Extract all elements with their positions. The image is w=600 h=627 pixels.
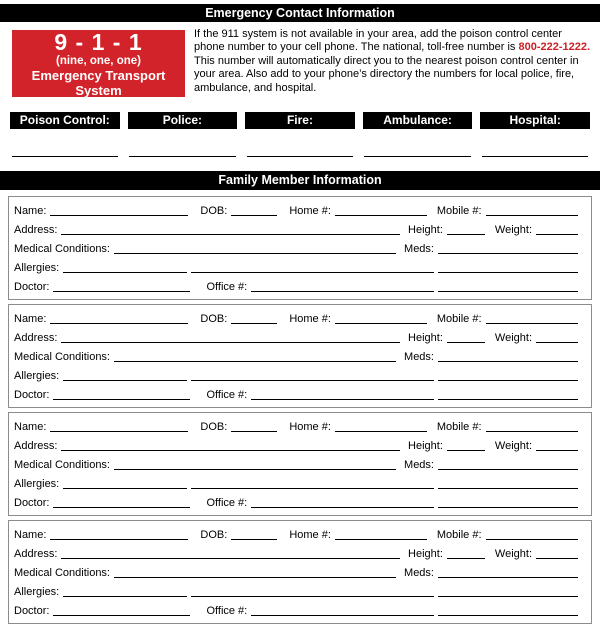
home-phone-blank-line (335, 431, 427, 432)
name-label: Name: (14, 421, 47, 433)
height-label: Height: (408, 548, 443, 560)
home-phone-label: Home #: (289, 205, 331, 217)
member-row-medical (14, 454, 578, 473)
paragraph-text-before: If the 911 system is not available in your area, add the poison control center phone number to your cell phone. The national, toll-free number is (194, 28, 562, 54)
member-row-medical (14, 346, 578, 365)
doctor-label: Doctor: (14, 281, 50, 293)
home-phone-blank-line (335, 539, 427, 540)
office-phone-blank-line (251, 399, 434, 400)
height-label: Height: (408, 332, 443, 344)
allergies-extra-blank-line (191, 380, 434, 381)
address-label: Address: (14, 548, 58, 560)
allergies-label: Allergies: (14, 478, 60, 490)
911-transport-label: Emergency Transport System (31, 67, 166, 98)
office-phone-label: Office #: (206, 281, 248, 293)
blank-line (247, 156, 353, 157)
home-phone-label: Home #: (289, 421, 331, 433)
height-blank-line (447, 558, 485, 559)
name-label: Name: (14, 205, 47, 217)
member-row-name (14, 416, 578, 435)
mobile-phone-blank-line (486, 323, 578, 324)
address-label: Address: (14, 440, 58, 452)
name-label: Name: (14, 529, 47, 541)
mobile-phone-label: Mobile #: (436, 313, 482, 325)
mobile-phone-blank-line (486, 431, 578, 432)
medical-conditions-blank-line (114, 253, 396, 254)
meds-label: Meds: (404, 567, 434, 579)
weight-blank-line (536, 558, 578, 559)
meds-extra-blank-line-1 (438, 272, 578, 273)
meds-blank-line (438, 361, 578, 362)
family-member-box (8, 196, 592, 300)
address-label: Address: (14, 332, 58, 344)
allergies-blank-line (63, 488, 187, 489)
member-row-name (14, 308, 578, 327)
office-phone-label: Office #: (206, 389, 248, 401)
member-row-medical (14, 562, 578, 581)
meds-blank-line (438, 577, 578, 578)
member-row-address (14, 219, 578, 238)
height-label: Height: (408, 440, 443, 452)
dob-label: DOB: (200, 205, 228, 217)
name-blank-line (50, 215, 188, 216)
meds-extra-blank-line-1 (438, 596, 578, 597)
blank-line (482, 156, 588, 157)
meds-extra-blank-line-2 (438, 507, 578, 508)
allergies-label: Allergies: (14, 370, 60, 382)
meds-extra-blank-line-2 (438, 615, 578, 616)
home-phone-blank-line (335, 215, 427, 216)
allergies-blank-line (63, 272, 187, 273)
medical-conditions-label: Medical Conditions: (14, 351, 110, 363)
label-poison-control: Poison Control: (10, 112, 120, 129)
allergies-blank-line (63, 596, 187, 597)
allergies-label: Allergies: (14, 586, 60, 598)
mobile-phone-blank-line (486, 215, 578, 216)
meds-label: Meds: (404, 351, 434, 363)
doctor-blank-line (53, 399, 190, 400)
mobile-phone-label: Mobile #: (436, 421, 482, 433)
allergies-extra-blank-line (191, 596, 434, 597)
label-police: Police: (128, 112, 238, 129)
member-row-allergies (14, 473, 578, 492)
label-fire: Fire: (245, 112, 355, 129)
paragraph-text-after: This number will automatically direct you to the nearest poison control center in your area. Also add to your phone’s directory the numbers for local police, fire, ambulance, and hospital. (194, 54, 579, 94)
allergies-extra-blank-line (191, 272, 434, 273)
weight-label: Weight: (494, 224, 532, 236)
height-blank-line (447, 234, 485, 235)
dob-blank-line (231, 323, 277, 324)
name-label: Name: (14, 313, 47, 325)
member-row-doctor (14, 600, 578, 619)
medical-conditions-blank-line (114, 469, 396, 470)
address-blank-line (61, 558, 400, 559)
member-row-address (14, 543, 578, 562)
emergency-numbers-label-row (0, 112, 600, 129)
height-blank-line (447, 342, 485, 343)
meds-extra-blank-line-2 (438, 291, 578, 292)
member-row-allergies (14, 581, 578, 600)
member-row-doctor (14, 492, 578, 511)
blank-line (129, 156, 235, 157)
office-phone-label: Office #: (206, 497, 248, 509)
member-row-doctor (14, 384, 578, 403)
dob-label: DOB: (200, 313, 228, 325)
intro-section (0, 30, 600, 97)
911-number: 9 - 1 - 1 (54, 28, 143, 55)
mobile-phone-label: Mobile #: (436, 529, 482, 541)
doctor-blank-line (53, 615, 190, 616)
mobile-phone-blank-line (486, 539, 578, 540)
blank-fire (245, 156, 355, 157)
doctor-label: Doctor: (14, 605, 50, 617)
member-row-address (14, 435, 578, 454)
member-row-name (14, 524, 578, 543)
home-phone-label: Home #: (289, 313, 331, 325)
name-blank-line (50, 323, 188, 324)
allergies-extra-blank-line (191, 488, 434, 489)
height-blank-line (447, 450, 485, 451)
blank-line (364, 156, 470, 157)
name-blank-line (50, 431, 188, 432)
meds-extra-blank-line-2 (438, 399, 578, 400)
blank-hospital (480, 156, 590, 157)
blank-poison-control (10, 156, 120, 157)
mobile-phone-label: Mobile #: (436, 205, 482, 217)
address-blank-line (61, 342, 400, 343)
medical-conditions-blank-line (114, 577, 396, 578)
member-row-medical (14, 238, 578, 257)
home-phone-blank-line (335, 323, 427, 324)
weight-label: Weight: (494, 440, 532, 452)
member-row-allergies (14, 365, 578, 384)
dob-label: DOB: (200, 529, 228, 541)
medical-conditions-label: Medical Conditions: (14, 243, 110, 255)
family-member-box (8, 412, 592, 516)
address-blank-line (61, 234, 400, 235)
family-member-box (8, 304, 592, 408)
office-phone-label: Office #: (206, 605, 248, 617)
dob-blank-line (231, 431, 277, 432)
meds-label: Meds: (404, 243, 434, 255)
family-member-boxes (0, 196, 600, 624)
poison-control-paragraph (185, 28, 593, 97)
911-red-box (12, 30, 185, 97)
office-phone-blank-line (251, 291, 434, 292)
meds-label: Meds: (404, 459, 434, 471)
dob-blank-line (231, 539, 277, 540)
office-phone-blank-line (251, 615, 434, 616)
weight-label: Weight: (494, 548, 532, 560)
member-row-name (14, 200, 578, 219)
label-ambulance: Ambulance: (363, 112, 473, 129)
dob-blank-line (231, 215, 277, 216)
doctor-label: Doctor: (14, 389, 50, 401)
family-member-box (8, 520, 592, 624)
home-phone-label: Home #: (289, 529, 331, 541)
blank-ambulance (363, 156, 473, 157)
weight-blank-line (536, 342, 578, 343)
poison-control-phone-number: 800-222-1222. (518, 41, 591, 54)
allergies-label: Allergies: (14, 262, 60, 274)
name-blank-line (50, 539, 188, 540)
emergency-numbers-blank-row (0, 156, 600, 157)
meds-blank-line (438, 253, 578, 254)
blank-police (128, 156, 238, 157)
dob-label: DOB: (200, 421, 228, 433)
address-blank-line (61, 450, 400, 451)
office-phone-blank-line (251, 507, 434, 508)
blank-line (12, 156, 118, 157)
label-hospital: Hospital: (480, 112, 590, 129)
meds-blank-line (438, 469, 578, 470)
weight-blank-line (536, 450, 578, 451)
meds-extra-blank-line-1 (438, 488, 578, 489)
meds-extra-blank-line-1 (438, 380, 578, 381)
emergency-contact-header: Emergency Contact Information (0, 4, 600, 22)
member-row-allergies (14, 257, 578, 276)
medical-conditions-blank-line (114, 361, 396, 362)
weight-blank-line (536, 234, 578, 235)
911-spelled-out: (nine, one, one) (56, 54, 141, 67)
height-label: Height: (408, 224, 443, 236)
weight-label: Weight: (494, 332, 532, 344)
medical-conditions-label: Medical Conditions: (14, 459, 110, 471)
member-row-address (14, 327, 578, 346)
doctor-label: Doctor: (14, 497, 50, 509)
doctor-blank-line (53, 507, 190, 508)
family-member-header: Family Member Information (0, 171, 600, 190)
medical-conditions-label: Medical Conditions: (14, 567, 110, 579)
member-row-doctor (14, 276, 578, 295)
allergies-blank-line (63, 380, 187, 381)
address-label: Address: (14, 224, 58, 236)
doctor-blank-line (53, 291, 190, 292)
